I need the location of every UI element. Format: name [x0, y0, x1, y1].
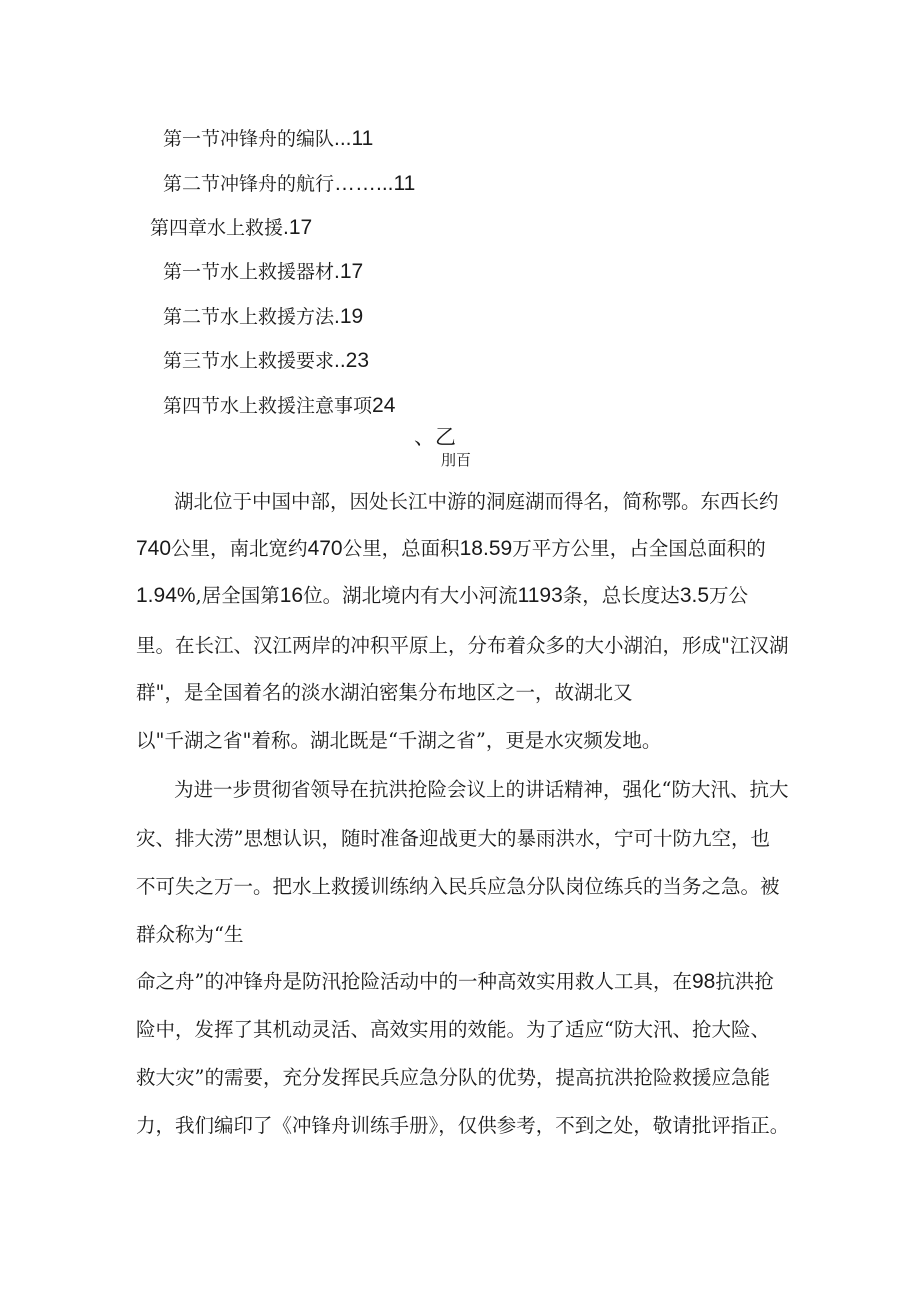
paragraph-line: 群众称为“生	[136, 923, 244, 946]
paragraph-line: 以"千湖之省"着称。湖北既是“千湖之省”，更是水灾频发地。	[136, 729, 662, 752]
toc-entry	[163, 394, 395, 418]
paragraph-line: 险中，发挥了其机动灵活、高效实用的效能。为了适应“防大汛、抢大险、	[136, 1018, 770, 1041]
toc-entry-title: 第四章水上救援	[150, 217, 284, 239]
text-run: 公里，南北宽约	[171, 537, 308, 560]
toc-entry	[163, 260, 363, 284]
toc-entry-page: ……...11	[334, 172, 416, 195]
paragraph-line: 灾、排大涝”思想认识，随时准备迎战更大的暴雨洪水，宁可十防九空，也	[136, 827, 770, 850]
text-run: 万平方公里，占全国总面积的	[512, 537, 766, 560]
toc-entry-title: 第一节水上救援器材	[163, 261, 335, 283]
number-text: 3.5	[679, 584, 710, 607]
paragraph-line: 群"，是全国着名的淡水湖泊密集分布地区之一，故湖北又	[136, 681, 633, 704]
number-text: 470	[307, 537, 343, 560]
toc-entry-page: .19	[334, 305, 364, 328]
toc-entry	[163, 305, 363, 329]
toc-entry-title: 第二节冲锋舟的航行	[163, 173, 335, 195]
text-run: 条，总长度达	[562, 584, 680, 607]
toc-entry-page: ...11	[334, 127, 374, 150]
paragraph-line: 里。在长江、汉江两岸的冲积平原上，分布着众多的大小湖泊，形成"江汉湖	[136, 634, 789, 657]
number-text: 98	[691, 970, 716, 993]
number-text: 18.59	[459, 537, 513, 560]
text-run: 万公	[709, 584, 749, 607]
toc-entry-title: 第一节冲锋舟的编队	[163, 128, 335, 150]
toc-entry-page: .17	[334, 260, 364, 283]
paragraph-line: 为进一步贯彻省领导在抗洪抢险会议上的讲话精神，强化“防大汛、抗大	[174, 778, 789, 801]
toc-entry	[163, 127, 373, 151]
section-heading-line2: 刖百	[441, 451, 472, 469]
toc-entry	[163, 172, 415, 196]
section-heading-line1: 、乙	[414, 425, 456, 449]
toc-entry-title: 第四节水上救援注意事项	[163, 395, 373, 417]
text-run: 抗洪抢	[715, 970, 774, 993]
text-run: ,居全国第	[195, 584, 280, 607]
number-text: 740	[136, 537, 172, 560]
toc-entry	[163, 349, 369, 373]
number-text: 1193	[517, 584, 563, 607]
toc-entry-title: 第三节水上救援要求	[163, 350, 335, 372]
number-text: 16	[279, 584, 304, 607]
toc-entry-page: 24	[372, 394, 396, 417]
paragraph-line	[136, 536, 766, 562]
toc-entry-title: 第二节水上救援方法	[163, 306, 335, 328]
paragraph-line: 力，我们编印了《冲锋舟训练手册》，仅供参考，不到之处，敬请批评指正。	[136, 1114, 790, 1137]
paragraph-line	[136, 583, 748, 609]
text-run: 位。湖北境内有大小河流	[303, 584, 518, 607]
paragraph-line: 不可失之万一。把水上救援训练纳入民兵应急分队岗位练兵的当务之急。被	[136, 875, 780, 898]
toc-entry-page: .17	[283, 216, 313, 239]
text-run: 公里，总面积	[342, 537, 460, 560]
number-text: 1.94%	[136, 584, 196, 607]
paragraph-line: 湖北位于中国中部，因处长江中游的洞庭湖而得名，简称鄂。东西长约	[174, 490, 779, 513]
text-run: 命之舟”的冲锋舟是防汛抢险活动中的一种高效实用救人工具，在	[136, 970, 692, 993]
paragraph-line: 救大灾”的需要，充分发挥民兵应急分队的优势，提高抗洪抢险救援应急能	[136, 1066, 770, 1089]
toc-entry	[150, 216, 312, 240]
toc-entry-page: ..23	[334, 349, 370, 372]
paragraph-line	[136, 969, 774, 995]
